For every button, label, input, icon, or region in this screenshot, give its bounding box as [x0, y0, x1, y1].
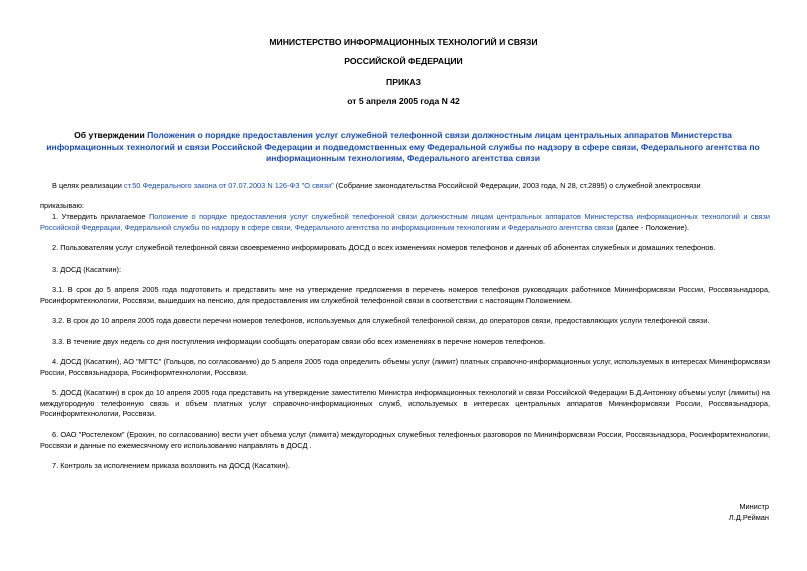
item-7: 7. Контроль за исполнением приказа возложить на ДОСД (Касаткин).: [52, 461, 290, 470]
signature-position: Министр: [739, 502, 769, 511]
signature-name: Л.Д.Рейман: [728, 513, 769, 522]
intro-paragraph: [40, 181, 770, 192]
item-1: [40, 212, 770, 233]
item-3: 3. ДОСД (Касаткин):: [52, 265, 122, 274]
title-prefix: Об утверждении: [74, 130, 148, 140]
item1-before: 1. Утвердить прилагаемое: [52, 212, 149, 221]
item-2: 2. Пользователям услуг служебной телефонной связи своевременно информировать ДОСД о всех изменениях номеров телефонов и данных об абонентах служебных и домашних телефонов.: [52, 243, 716, 252]
item1-after: (далее - Положение).: [613, 222, 690, 232]
header-ministry: МИНИСТЕРСТВО ИНФОРМАЦИОННЫХ ТЕХНОЛОГИЙ И СВЯЗИ: [269, 37, 538, 47]
document-title: [36, 130, 770, 165]
item-6: 6. ОАО "Ростелеком" (Ерохин, по согласованию) вести учет объема услуг (лимита) междугородных служебных телефонных разговоров по Мининформсвязи России, Россвязьнадзора, Росинформтехнологии, Россвязи и данные по ежемесячному его использованию направлять в ДОСД .: [40, 430, 770, 450]
header-country: РОССИЙСКОЙ ФЕДЕРАЦИИ: [344, 56, 463, 66]
item-3-3: 3.3. В течение двух недель со дня поступления информации сообщать операторам связи обо всех изменениях в перечне номеров телефонов.: [52, 337, 546, 346]
header-doc-type: ПРИКАЗ: [386, 77, 421, 87]
item-5: 5. ДОСД (Касаткин) в срок до 10 апреля 2005 года представить на утверждение заместителю Министра информационных технологий и связи Российской Федерации Б.Д.Антонюку объемы услуг (лимиты) на междугородную телефонную связь и объем платных услуг справочно-информационных служб, используемых в интересах центральных аппаратов Мининформсвязи России, Россвязьнадзора, Росинформтехнологии, Россвязи.: [40, 388, 770, 418]
header-date-number: от 5 апреля 2005 года N 42: [347, 96, 460, 106]
intro-after: (Собрание законодательства Российской Федерации, 2003 года, N 28, ст.2895) о служебной электросвязи: [333, 181, 701, 190]
intro-before: В целях реализации: [52, 181, 124, 190]
title-link[interactable]: Положения о порядке предоставления услуг служебной телефонной связи должностным лицам центральных аппаратов Министерства информационных технологий и связи Российской Федерации и подведомственных ему Федеральной службы по надзору в сфере связи, Федерального агентства по информационным технологиям, Федерального агентства связи: [46, 130, 760, 163]
item-4: 4. ДОСД (Касаткин), АО "МГТС" (Гольцов, по согласованию) до 5 апреля 2005 года определить объемы услуг (лимит) платных справочно-информационных услуг, используемых в интересах Мининформсвязи России, Россвязьнадзора, Росинформтехнологии, Россвязи.: [40, 357, 770, 377]
intro-law-link[interactable]: ст.50 Федерального закона от 07.07.2003 N 126-ФЗ "О связи": [123, 181, 334, 190]
item-3-1: 3.1. В срок до 5 апреля 2005 года подготовить и представить мне на утверждение предложения в перечень номеров телефонов руководящих работников Мининформсвязи России, Россвязьнадзора, Росинформтехнологии, Россвязи, вышедших на пенсию, для предоставления им служебной телефонной связи в соответствии с настоящим Положением.: [40, 285, 770, 305]
item-3-2: 3.2. В срок до 10 апреля 2005 года довести перечни номеров телефонов, используемых для служебной телефонной связи, до операторов связи, предоставляющих услуги телефонной связи.: [52, 316, 710, 325]
item1-regulation-link[interactable]: Положение о порядке предоставления услуг служебной телефонной связи должностным лицам центральных аппаратов Министерства информационных технологий и связи Российской Федерации, Федеральной службы по надзору в сфере связи, Федерального агентства по информационным технологиям и Федерального агентства связи: [40, 212, 770, 232]
prikazyvayu-text: приказываю:: [40, 201, 84, 210]
